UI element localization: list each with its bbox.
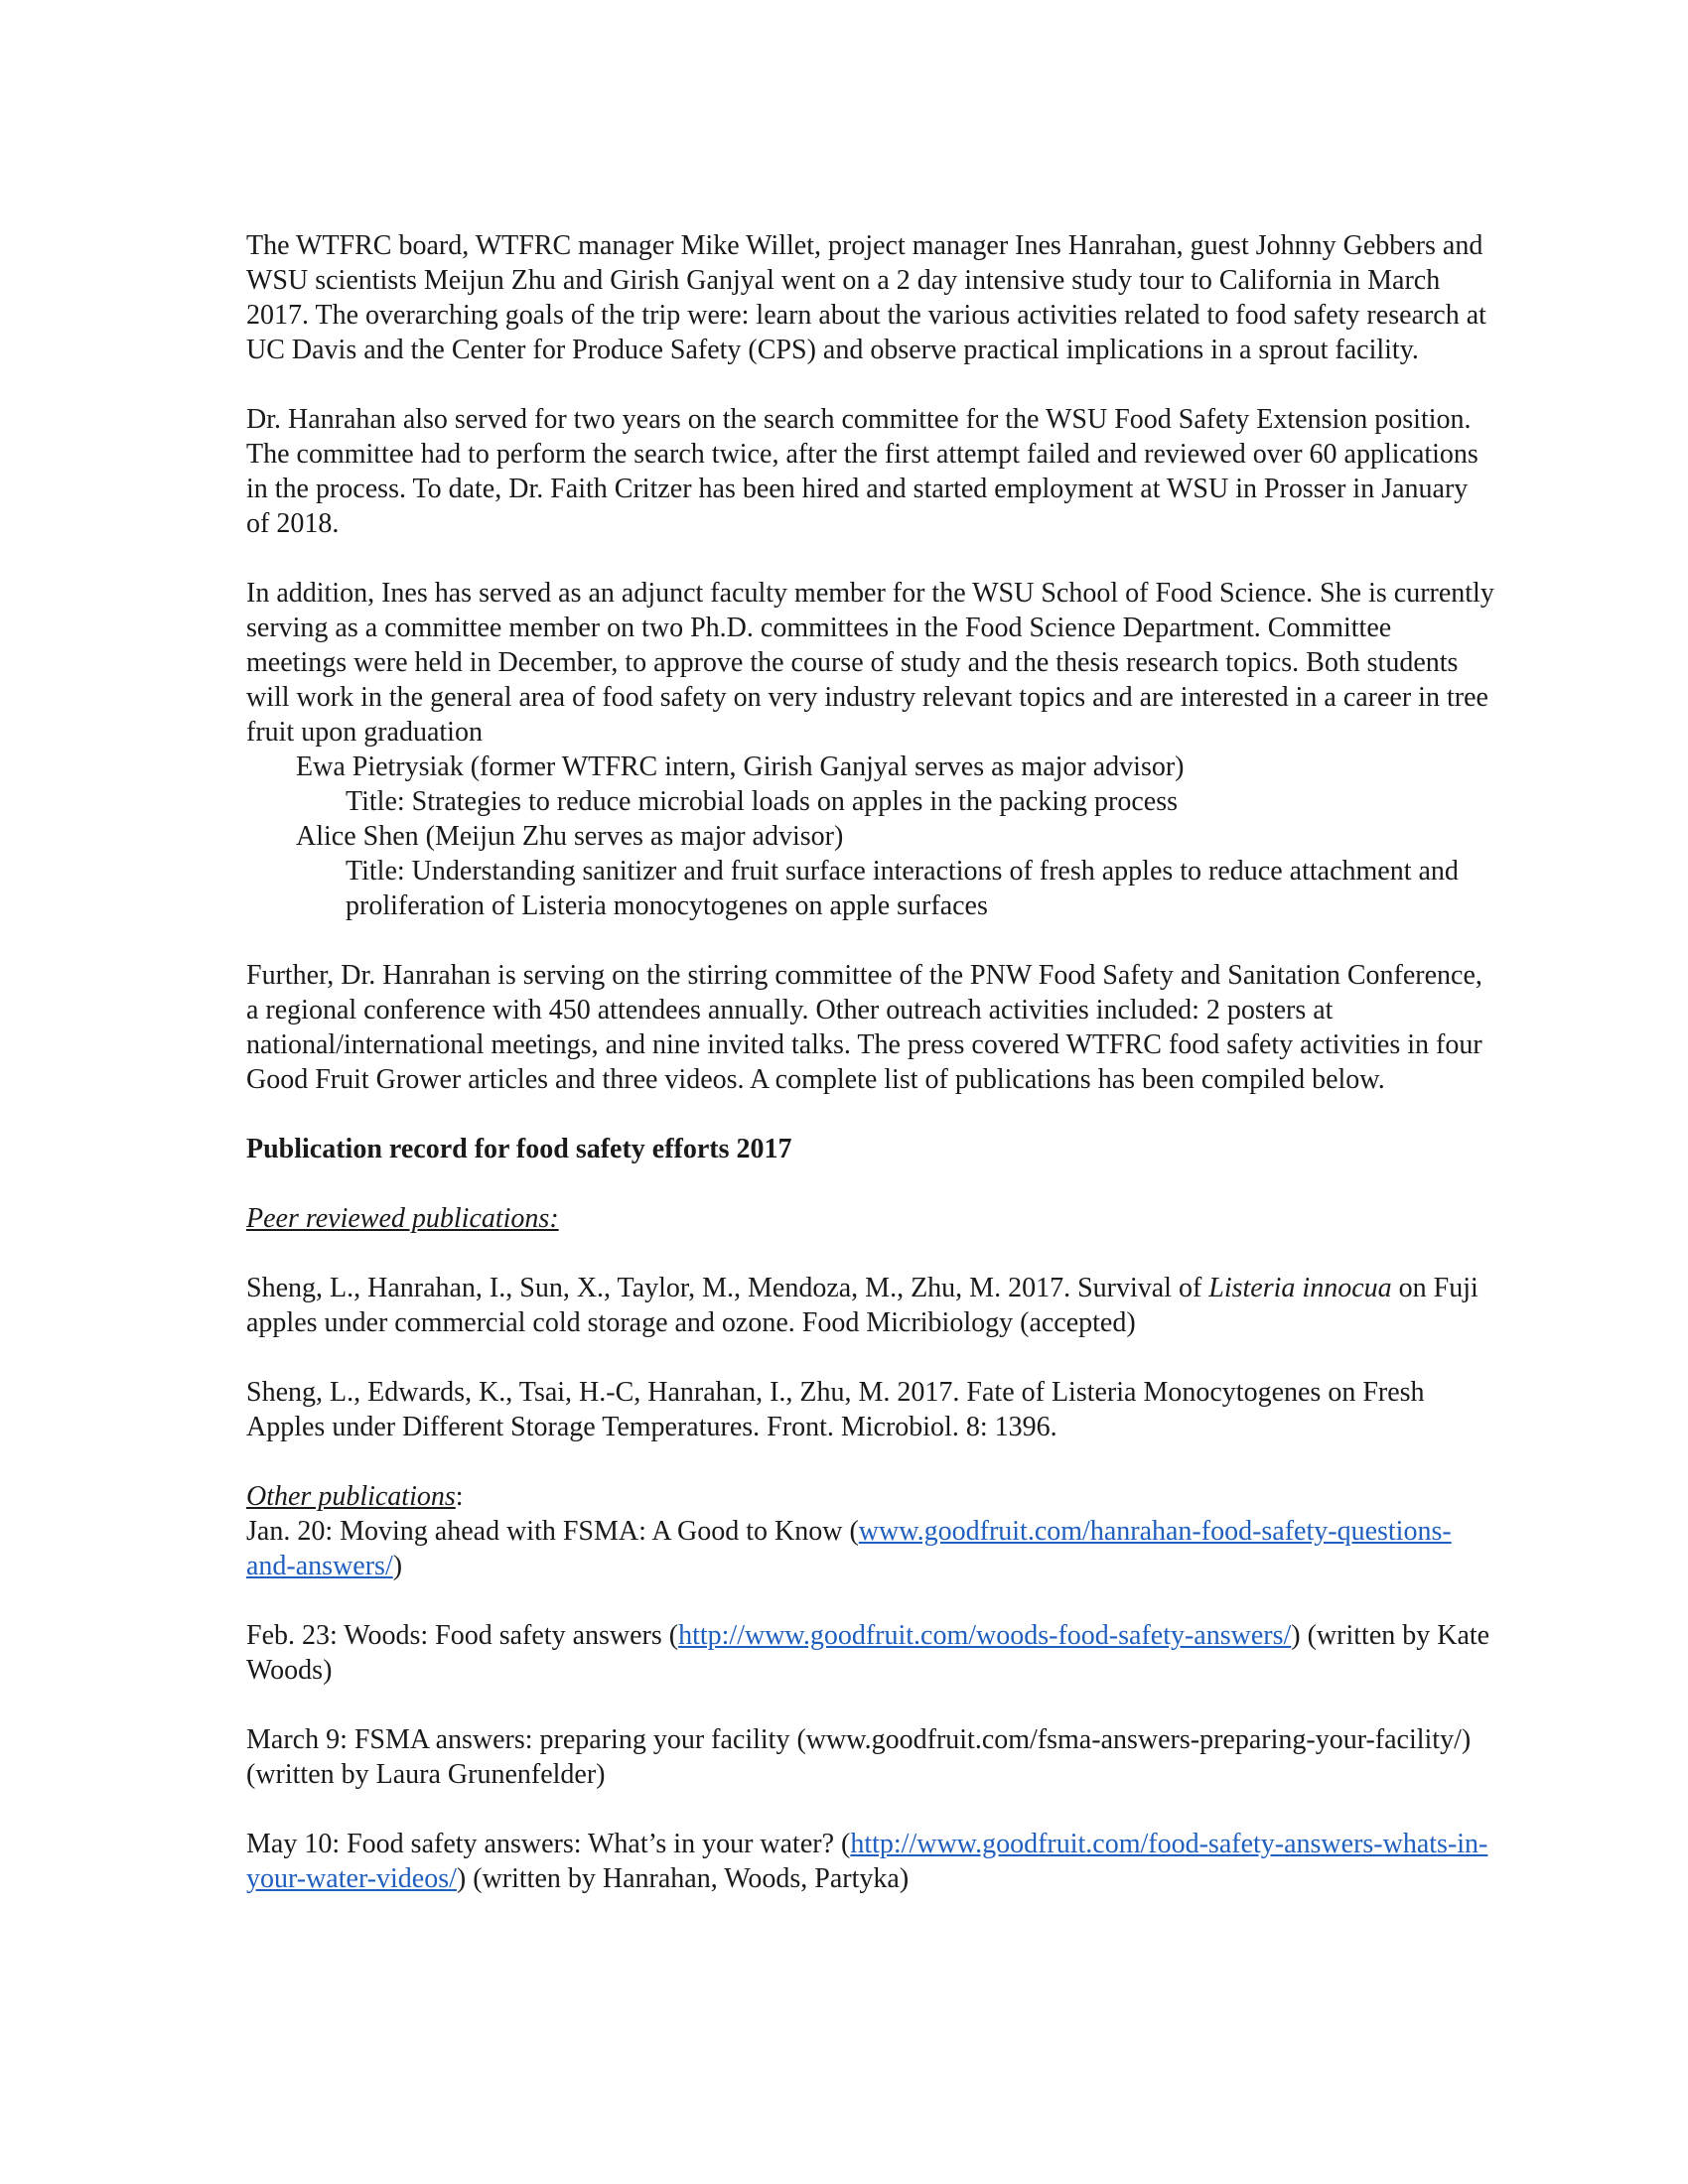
- other-publication-4-link[interactable]: http://www.goodfruit.com/food-safety-answers-whats-in-your-water-videos/: [246, 1829, 1488, 1894]
- student-alice-title: Title: Understanding sanitizer and fruit surface interactions of fresh apples to reduce attachment and proliferation of Listeria monocytogenes on apple surfaces: [346, 856, 1459, 921]
- other-publications-heading: [246, 1479, 1497, 1514]
- peer-publication-2: Sheng, L., Edwards, K., Tsai, H.-C, Hanrahan, I., Zhu, M. 2017. Fate of Listeria Monocytogenes on Fresh Apples under Different Storage Temperatures. Front. Microbiol. 8: 1396.: [246, 1377, 1425, 1442]
- student-alice: Alice Shen (Meijun Zhu serves as major advisor): [296, 821, 844, 852]
- other-publication-2: [246, 1618, 1497, 1688]
- peer-publication-1: [246, 1271, 1497, 1340]
- peer-publication-1-text-end: on Fuji apples under commercial cold storage and ozone. Food Micribiology (accepted): [246, 1273, 1478, 1338]
- other-publication-4-text: May 10: Food safety answers: What’s in your water? (: [246, 1829, 851, 1859]
- document-page: [246, 228, 1497, 1896]
- other-publication-3: March 9: FSMA answers: preparing your facility (www.goodfruit.com/fsma-answers-preparing-your-facility/) (written by Laura Grunenfelder): [246, 1724, 1472, 1790]
- other-publication-2-text: Feb. 23: Woods: Food safety answers (: [246, 1620, 679, 1651]
- other-publication-1: [246, 1514, 1497, 1583]
- student-ewa: Ewa Pietrysiak (former WTFRC intern, Girish Ganjyal serves as major advisor): [296, 751, 1185, 782]
- peer-reviewed-label: Peer reviewed publications:: [246, 1203, 559, 1234]
- peer-publication-1-text: Sheng, L., Hanrahan, I., Sun, X., Taylor, M., Mendoza, M., Zhu, M. 2017. Survival of: [246, 1273, 1209, 1303]
- other-publication-2-close: ) (written by Kate Woods): [246, 1620, 1490, 1686]
- paragraph-adjunct-faculty: In addition, Ines has served as an adjunct faculty member for the WSU School of Food Science. She is currently serving as a committee member on two Ph.D. committees in the Food Science Department. Committee meetings were held in December, to approve the course of study and the thesis research topics. Both students will work in the general area of food safety on very industry relevant topics and are interested in a career in tree fruit upon graduation: [246, 578, 1494, 748]
- other-publication-2-link[interactable]: http://www.goodfruit.com/woods-food-safety-answers/: [678, 1620, 1292, 1651]
- other-publication-4-close: ) (written by Hanrahan, Woods, Partyka): [456, 1863, 910, 1894]
- other-publication-4: [246, 1827, 1497, 1896]
- other-publications-colon: :: [455, 1481, 464, 1512]
- other-publication-1-link[interactable]: www.goodfruit.com/hanrahan-food-safety-questions-and-answers/: [246, 1516, 1452, 1581]
- paragraph-outreach: Further, Dr. Hanrahan is serving on the stirring committee of the PNW Food Safety and Sanitation Conference, a regional conference with 450 attendees annually. Other outreach activities included: 2 posters at national/international meetings, and nine invited talks. The press covered WTFRC food safety activities in four Good Fruit Grower articles and three videos. A complete list of publications has been compiled below.: [246, 960, 1482, 1095]
- other-publications-label: Other publications: [246, 1481, 456, 1512]
- peer-reviewed-heading: [246, 1201, 1497, 1236]
- other-publication-1-text: Jan. 20: Moving ahead with FSMA: A Good to Know (: [246, 1516, 859, 1547]
- species-name: Listeria innocua: [1208, 1273, 1392, 1303]
- other-publication-1-close: ): [392, 1551, 403, 1581]
- paragraph-search-committee: Dr. Hanrahan also served for two years on the search committee for the WSU Food Safety Extension position. The committee had to perform the search twice, after the first attempt failed and reviewed over 60 applications in the process. To date, Dr. Faith Critzer has been hired and started employment at WSU in Prosser in January of 2018.: [246, 404, 1478, 539]
- student-ewa-title: Title: Strategies to reduce microbial loads on apples in the packing process: [346, 786, 1178, 817]
- publication-record-heading: Publication record for food safety efforts 2017: [246, 1134, 792, 1164]
- paragraph-study-tour: The WTFRC board, WTFRC manager Mike Willet, project manager Ines Hanrahan, guest Johnny Gebbers and WSU scientists Meijun Zhu and Girish Ganjyal went on a 2 day intensive study tour to California in March 2017. The overarching goals of the trip were: learn about the various activities related to food safety research at UC Davis and the Center for Produce Safety (CPS) and observe practical implications in a sprout facility.: [246, 230, 1486, 365]
